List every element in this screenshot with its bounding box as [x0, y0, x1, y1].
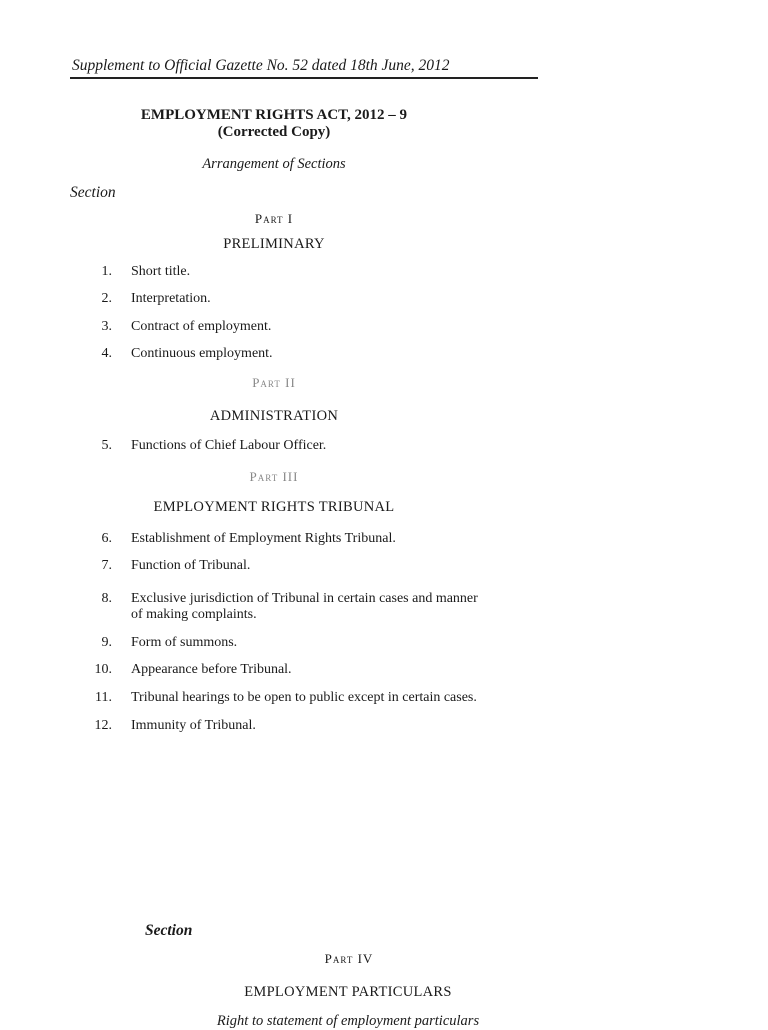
section-number: 5.: [101, 438, 112, 453]
section-title: Function of Tribunal.: [131, 558, 251, 573]
section-number: 10.: [94, 662, 112, 677]
part-2-label: Part II: [252, 375, 296, 390]
section-title: Tribunal hearings to be open to public except in certain cases.: [131, 690, 477, 705]
section-number: 12.: [94, 718, 112, 733]
act-title: EMPLOYMENT RIGHTS ACT, 2012 – 9: [140, 107, 408, 123]
section-number: 8.: [101, 591, 112, 606]
section-title: Interpretation.: [131, 291, 211, 306]
section-number: 2.: [101, 291, 112, 306]
section-title: Establishment of Employment Rights Tribunal.: [131, 531, 396, 546]
section-title: Immunity of Tribunal.: [131, 718, 256, 733]
gazette-header: Supplement to Official Gazette No. 52 dated 18th June, 2012: [72, 57, 450, 74]
part-1-heading: PRELIMINARY: [223, 236, 325, 252]
section-title: Continuous employment.: [131, 346, 273, 361]
section-title: Functions of Chief Labour Officer.: [131, 438, 327, 453]
section-title: Exclusive jurisdiction of Tribunal in certain cases and manner of making complaints.: [131, 591, 478, 622]
section-title: Appearance before Tribunal.: [131, 662, 292, 677]
header-rule: [70, 77, 538, 79]
part-3-label: Part III: [249, 469, 299, 484]
section-number: 6.: [101, 531, 112, 546]
section-number: 1.: [101, 264, 112, 279]
part-2-heading: ADMINISTRATION: [209, 408, 339, 424]
section-title: Short title.: [131, 264, 191, 279]
arrangement-heading: Arrangement of Sections: [202, 156, 346, 172]
section-number: 7.: [101, 558, 112, 573]
section-title: Form of summons.: [131, 635, 238, 650]
part-4-heading: EMPLOYMENT PARTICULARS: [244, 984, 452, 1000]
section-column-label-2: Section: [145, 922, 193, 939]
part-3-heading: EMPLOYMENT RIGHTS TRIBUNAL: [153, 499, 395, 515]
part-1-label: Part I: [254, 211, 294, 226]
section-number: 3.: [101, 319, 112, 334]
subheading: Right to statement of employment particulars: [216, 1013, 480, 1029]
section-title: Contract of employment.: [131, 319, 272, 334]
section-column-label: Section: [70, 184, 116, 201]
act-subtitle: (Corrected Copy): [217, 124, 331, 140]
part-4-label: Part IV: [324, 951, 374, 966]
section-number: 11.: [95, 690, 112, 705]
section-number: 9.: [101, 635, 112, 650]
section-number: 4.: [101, 346, 112, 361]
